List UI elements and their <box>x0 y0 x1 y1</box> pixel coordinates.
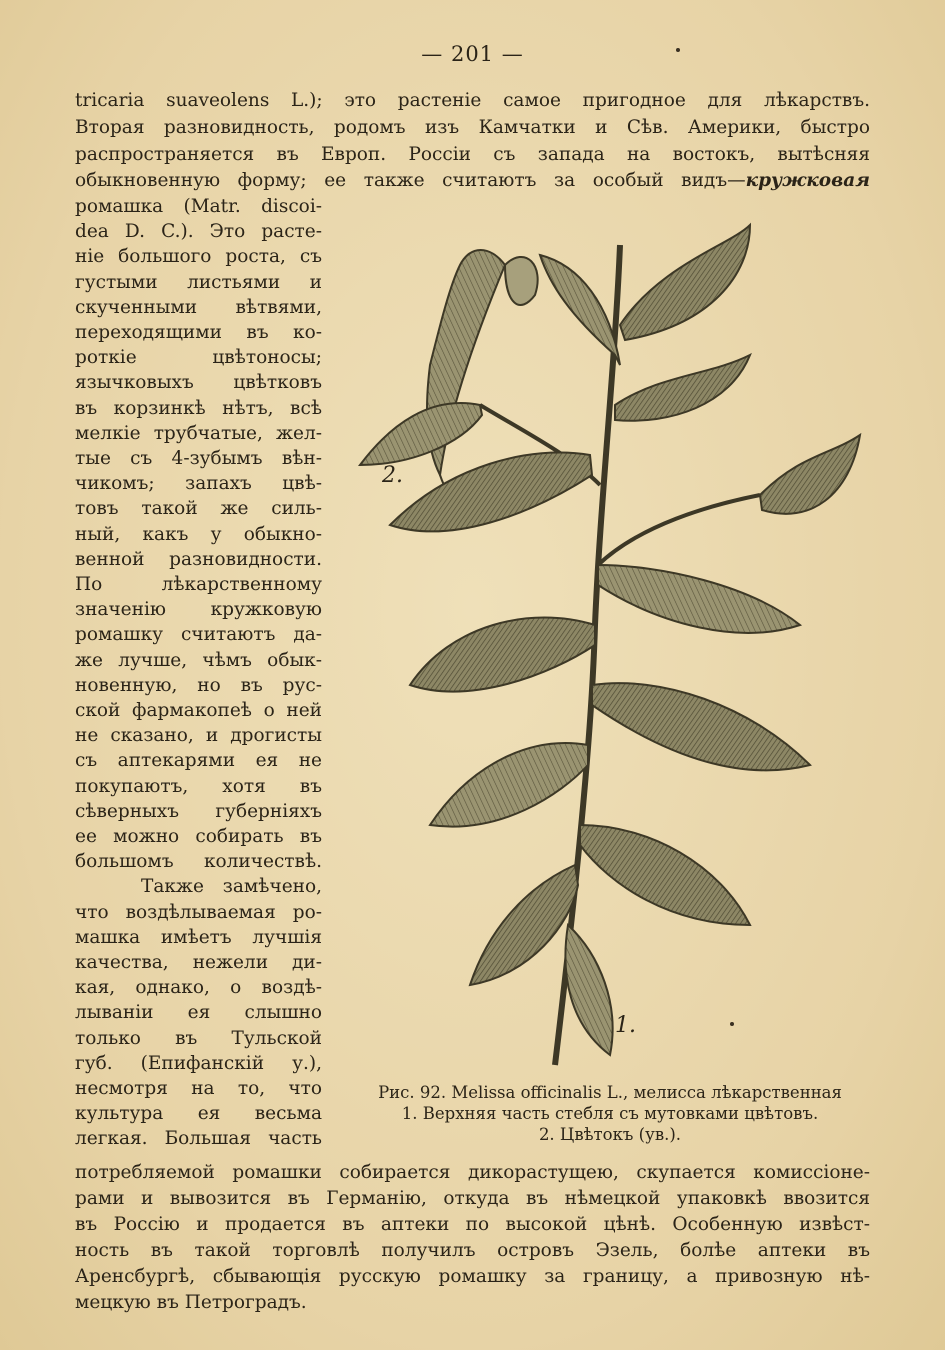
text-line: ромашку считаютъ да- <box>75 624 322 646</box>
text-line: dea D. C.). Это расте- <box>75 221 322 243</box>
text-line: новенную, но въ рус- <box>75 674 322 696</box>
text-line: ніе большого роста, съ <box>75 246 322 268</box>
text-line: не сказано, и дрогисты <box>75 725 322 747</box>
text-line <box>75 168 870 194</box>
print-speck <box>676 48 680 52</box>
text-line: товъ такой же силь- <box>75 498 322 520</box>
text-line: Аренсбургѣ, сбывающія русскую ромашку за границу, а привозную нѣ- <box>75 1266 870 1287</box>
text-line: качества, нежели ди- <box>75 952 322 973</box>
text-line: же лучше, чѣмъ обык- <box>75 649 322 671</box>
text-line: Также замѣчено, <box>141 876 322 898</box>
text-line: потребляемой ромашки собирается дикорастущею, скупается комиссіоне- <box>75 1162 870 1183</box>
text-line: ный, какъ у обыкно- <box>75 523 322 545</box>
text-line: въ корзинкѣ нѣтъ, всѣ <box>75 397 322 419</box>
text-line: ее можно собирать въ <box>75 826 322 847</box>
text-line: лываніи ея слышно <box>75 1002 322 1024</box>
text-line: tricaria suaveolens L.); это растеніе самое пригодное для лѣкарствъ. <box>75 90 870 111</box>
text-line: мелкіе трубчатые, жел- <box>75 422 322 444</box>
text-line: густыми листьями и <box>75 271 322 293</box>
text-line: По лѣкарственному <box>75 574 322 595</box>
text-line: язычковыхъ цвѣтковъ <box>75 372 322 394</box>
text-line: покупаютъ, хотя въ <box>75 775 322 797</box>
emphasized-term: кружковая <box>745 170 870 191</box>
figure-caption-line: 2. Цвѣтокъ (ув.). <box>538 1125 682 1144</box>
text-line: съ аптекарями ея не <box>75 750 322 772</box>
figure-label-2: 2. <box>382 463 403 488</box>
text-line: значенію кружковую <box>75 599 322 621</box>
text-line: только въ Тульской <box>75 1027 322 1049</box>
text-line: машка имѣетъ лучшія <box>75 926 322 948</box>
figure-melissa <box>330 205 890 1075</box>
text-line: роткіе цвѣтоносы; <box>75 347 322 369</box>
text-line: рами и вывозится въ Германію, откуда въ нѣмецкой упаковкѣ ввозится <box>75 1188 870 1209</box>
text-line: ской фармакопеѣ о ней <box>75 700 322 721</box>
text-line: Вторая разновидность, родомъ изъ Камчатки и Сѣв. Америки, быстро <box>75 117 870 138</box>
plant-illustration <box>330 205 890 1075</box>
text-line: мецкую въ Петроградъ. <box>75 1292 307 1313</box>
text-line-main: обыкновенную форму; ее также считаютъ за особый видъ— <box>75 170 746 191</box>
text-line: легкая. Большая часть <box>75 1128 322 1150</box>
text-line: чикомъ; запахъ цвѣ- <box>75 473 322 495</box>
text-line: распространяется въ Европ. Россіи съ запада на востокъ, вытѣсняя <box>75 144 870 165</box>
text-line: сѣверныхъ губерніяхъ <box>75 800 322 822</box>
text-line: ность въ такой торговлѣ получилъ островъ Эзель, болѣе аптеки въ <box>75 1240 870 1261</box>
text-line: скученными вѣтвями, <box>75 296 322 318</box>
page-number: — 201 — <box>421 42 524 66</box>
text-line: что воздѣлываемая ро- <box>75 901 322 923</box>
text-line: культура ея весьма <box>75 1103 322 1125</box>
figure-caption-line: 1. Верхняя часть стебля съ мутовками цвѣтовъ. <box>401 1104 819 1123</box>
text-line: тые съ 4-зубымъ вѣн- <box>75 448 322 469</box>
text-line: кая, однако, о воздѣ- <box>75 977 322 999</box>
print-speck <box>730 1022 734 1026</box>
text-line: переходящими въ ко- <box>75 322 322 343</box>
text-line: въ Россію и продается въ аптеки по высокой цѣнѣ. Особенную извѣст- <box>75 1214 870 1235</box>
figure-label-1: 1. <box>615 1013 636 1038</box>
text-line: большомъ количествѣ. <box>75 851 322 873</box>
figure-caption-title: Рис. 92. Melissa officinalis L., мелисса лѣкарственная <box>378 1083 842 1102</box>
text-line: венной разновидности. <box>75 548 322 570</box>
text-line: ромашка (Matr. discoi- <box>75 196 322 217</box>
text-line: губ. (Епифанскій у.), <box>75 1052 322 1074</box>
text-line: несмотря на то, что <box>75 1078 322 1099</box>
